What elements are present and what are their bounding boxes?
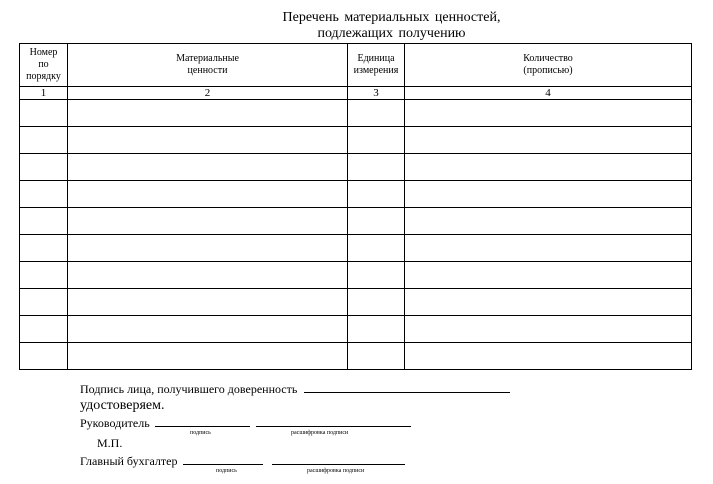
document-title-line-1: Перечень материальных ценностей, [282,10,501,25]
table-cell[interactable] [405,343,692,370]
table-cell[interactable] [405,208,692,235]
director-label: Руководитель [80,416,150,430]
director-signature-decoding-field[interactable] [256,415,411,427]
table-body [20,100,692,370]
table-cell[interactable] [20,100,68,127]
director-caption-signature: подпись [190,430,211,436]
table-row [20,316,692,343]
table-cell[interactable] [68,235,348,262]
column-number: 2 [68,87,348,100]
recipient-signature-line [80,381,510,396]
table-cell[interactable] [348,100,405,127]
table-cell[interactable] [68,262,348,289]
director-caption-decoding: расшифровка подписи [291,430,349,436]
accountant-signature-field[interactable] [183,453,263,465]
accountant-caption-decoding: расшифровка подписи [307,468,365,474]
recipient-signature-field[interactable] [304,381,510,393]
table-cell[interactable] [68,343,348,370]
header-materials: Материальные ценности [68,44,348,87]
table-row [20,235,692,262]
table-cell[interactable] [405,154,692,181]
header-quantity: Количество (прописью) [405,44,692,87]
table-cell[interactable] [348,127,405,154]
table-cell[interactable] [68,100,348,127]
table-cell[interactable] [405,316,692,343]
table-header-row [20,44,692,87]
table-cell[interactable] [348,289,405,316]
column-number-row [20,87,692,100]
column-number: 1 [20,87,68,100]
table-row [20,343,692,370]
table-cell[interactable] [68,289,348,316]
column-number: 4 [405,87,692,100]
table-cell[interactable] [348,181,405,208]
accountant-label: Главный бухгалтер [80,454,178,468]
table-row [20,181,692,208]
table-cell[interactable] [348,316,405,343]
table-cell[interactable] [348,343,405,370]
table-cell[interactable] [20,181,68,208]
table-cell[interactable] [405,127,692,154]
column-number: 3 [348,87,405,100]
table-row [20,289,692,316]
table-cell[interactable] [20,208,68,235]
table-cell[interactable] [20,289,68,316]
table-cell[interactable] [68,316,348,343]
table-row [20,208,692,235]
table-cell[interactable] [68,154,348,181]
recipient-signature-label: Подпись лица, получившего доверенность [80,382,298,396]
accountant-caption-signature: подпись [216,468,237,474]
accountant-signature-line [80,453,405,468]
table-cell[interactable] [20,343,68,370]
stamp-place: М.П. [97,436,123,450]
certify-text: удостоверяем. [80,398,165,413]
table-row [20,127,692,154]
header-unit: Единица измерения [348,44,405,87]
document-title-line-2: подлежащих получению [317,26,466,41]
table-cell[interactable] [405,235,692,262]
table-row [20,154,692,181]
director-signature-field[interactable] [155,415,250,427]
table-cell[interactable] [68,208,348,235]
table-cell[interactable] [405,181,692,208]
table-cell[interactable] [405,100,692,127]
materials-table [19,43,692,370]
table-row [20,100,692,127]
accountant-signature-decoding-field[interactable] [272,453,405,465]
table-cell[interactable] [20,235,68,262]
table-cell[interactable] [348,154,405,181]
table-cell[interactable] [20,127,68,154]
table-cell[interactable] [348,208,405,235]
table-cell[interactable] [348,262,405,289]
table-cell[interactable] [68,181,348,208]
table-cell[interactable] [68,127,348,154]
table-cell[interactable] [405,262,692,289]
table-cell[interactable] [348,235,405,262]
director-signature-line [80,415,411,430]
header-row-number: Номер по порядку [20,44,68,87]
table-cell[interactable] [405,289,692,316]
table-cell[interactable] [20,316,68,343]
table-cell[interactable] [20,154,68,181]
table-cell[interactable] [20,262,68,289]
table-row [20,262,692,289]
